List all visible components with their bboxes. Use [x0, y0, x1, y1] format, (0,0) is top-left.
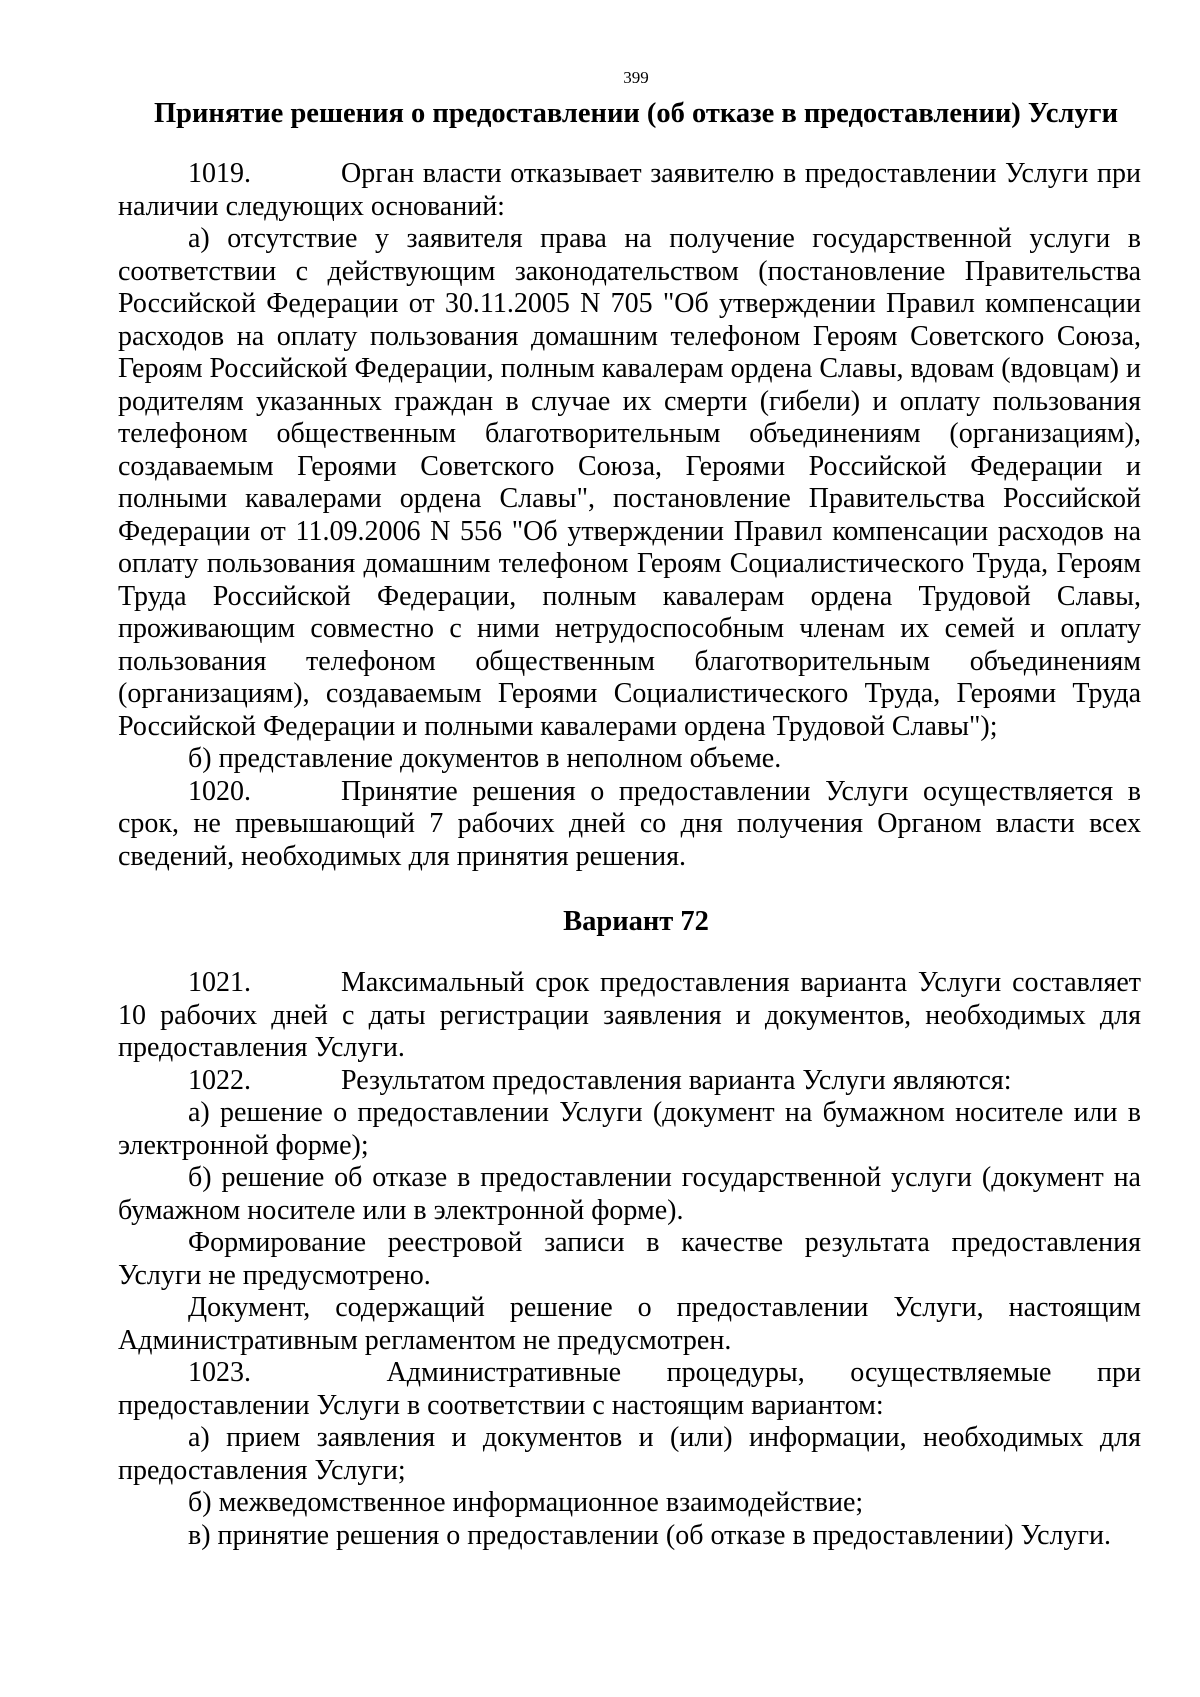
section-body-2	[118, 967, 1141, 1552]
clause-text: Максимальный срок предоставления варианта Услуги составляет 10 рабочих дней с даты регистрации заявления и документов, необходимых для предоставления Услуги.	[118, 967, 1141, 1063]
paragraph-1022	[118, 1065, 1141, 1098]
word: осуществляемые	[850, 1357, 1052, 1388]
clause-number: 1023.	[188, 1357, 251, 1388]
clause-number: 1019.	[188, 158, 251, 189]
clause-number: 1020.	[188, 775, 251, 807]
word: процедуры,	[666, 1357, 805, 1388]
paragraph-1023-rest: предоставлении Услуги в соответствии с настоящим вариантом:	[118, 1389, 884, 1421]
page-number: 399	[623, 68, 649, 87]
paragraph-1023-a: а) прием заявления и документов и (или) информации, необходимых для предоставления Услуги;	[118, 1422, 1141, 1486]
paragraph-document: Документ, содержащий решение о предоставлении Услуги, настоящим Административным регламентом не предусмотрен.	[118, 1292, 1141, 1356]
paragraph-1022-b: б) решение об отказе в предоставлении государственной услуги (документ на бумажном носителе или в электронной форме).	[118, 1162, 1141, 1226]
section-heading: Принятие решения о предоставлении (об отказе в предоставлении) Услуги	[153, 98, 1118, 129]
paragraph-1022-a: а) решение о предоставлении Услуги (документ на бумажном носителе или в электронной форме);	[118, 1097, 1141, 1161]
section-body-1	[118, 158, 1141, 873]
paragraph-1023-b: б) межведомственное информационное взаимодействие;	[188, 1487, 864, 1518]
paragraph-1019-a: а) отсутствие у заявителя права на получение государственной услуги в соответствии с действующим законодательством (постановление Правительства Российской Федерации от 30.11.2005 N 705 "Об утверждении Правил компенсации расходов на оплату пользования домашним телефоном Героям Советского Союза, Героям Российской Федерации, полным кавалерам ордена Славы, вдовам (вдовцам) и родителям указанных граждан в случае их смерти (гибели) и оплату пользования телефоном общественным благотворительным объединениям (организациям), создаваемым Героями Советского Союза, Героями Российской Федерации и полными кавалерами ордена Славы", постановление Правительства Российской Федерации от 11.09.2006 N 556 "Об утверждении Правил компенсации расходов на оплату пользования домашним телефоном Героям Социалистического Труда, Героям Труда Российской Федерации, полным кавалерам ордена Трудовой Славы, проживающим совместно с ними нетрудоспособным членам их семей и оплату пользования телефоном общественным благотворительным объединениям (организациям), создаваемым Героями Социалистического Труда, Героями Труда Российской Федерации и полными кавалерами ордена Трудовой Славы");	[118, 223, 1141, 742]
word: Административные	[386, 1357, 622, 1388]
word: при	[1097, 1357, 1141, 1388]
paragraph-1019	[118, 158, 1141, 223]
clause-number: 1021.	[188, 967, 251, 998]
paragraph-1023-first-line	[118, 1357, 1141, 1390]
paragraph-registry: Формирование реестровой записи в качестве результата предоставления Услуги не предусмотрено.	[118, 1227, 1141, 1291]
clause-number: 1022.	[188, 1064, 251, 1096]
clause-text: Результатом предоставления варианта Услуги являются:	[341, 1064, 1012, 1096]
paragraph-1020	[118, 776, 1141, 874]
paragraph-1021	[118, 967, 1141, 1065]
variant-heading: Вариант 72	[563, 906, 709, 937]
clause-text: Орган власти отказывает заявителю в предоставлении Услуги при наличии следующих оснований:	[118, 158, 1141, 222]
clause-text: Принятие решения о предоставлении Услуги осуществляется в срок, не превышающий 7 рабочих дней со дня получения Органом власти всех сведений, необходимых для принятия решения.	[118, 775, 1141, 872]
paragraph-1023-c: в) принятие решения о предоставлении (об отказе в предоставлении) Услуги.	[188, 1519, 1111, 1551]
paragraph-1019-b: б) представление документов в неполном объеме.	[188, 743, 782, 774]
